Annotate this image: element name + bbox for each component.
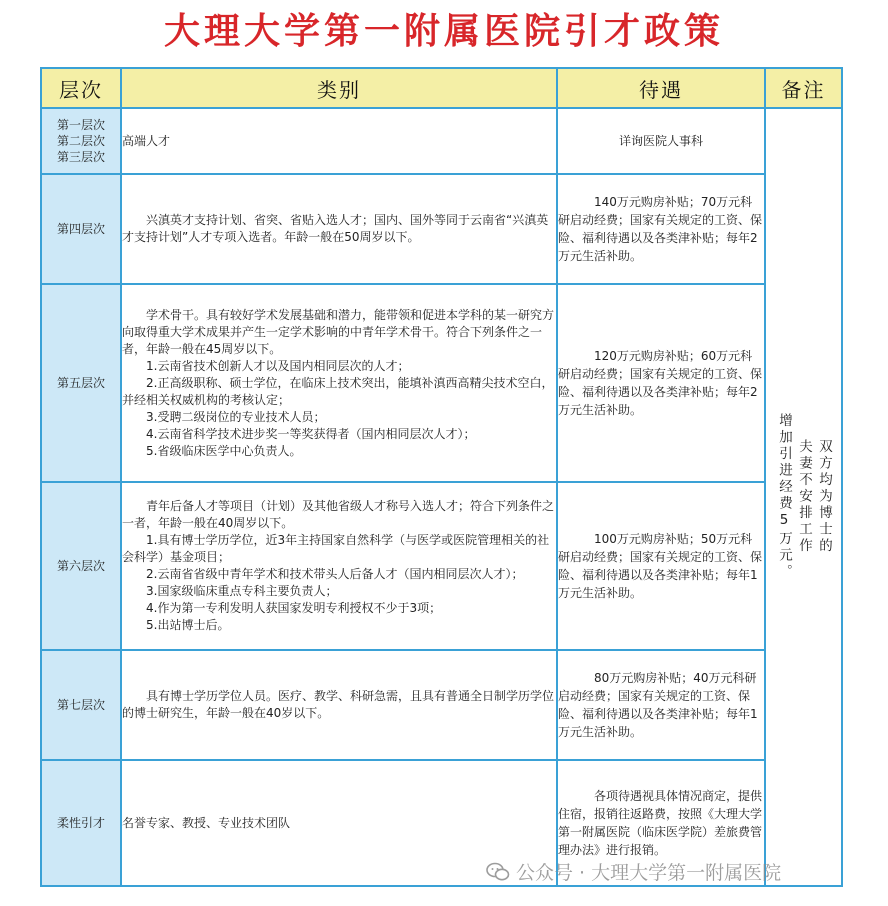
benefit-text: 140万元购房补贴；70万元科研启动经费；国家有关规定的工资、保险、福利待遇以及各类津补贴；每年2万元生活补助。 [558,195,763,263]
note-column: 双方均为博士的 [816,439,832,555]
benefit-text: 详询医院人事科 [618,134,703,148]
level-label: 第二层次 [56,134,105,148]
category-text: 青年后备人才等项目（计划）及其他省级人才称号入选人才；符合下列条件之一者，年龄一般在40周岁以下。 [122,499,555,530]
category-text: 名誉专家、教授、专业技术团队 [122,815,291,830]
category-text: 具有博士学历学位人员。医疗、教学、科研急需，且具有普通全日制学历学位的博士研究生，年龄一般在40岁以下。 [122,689,555,720]
level-cell [41,108,121,174]
benefit-cell [557,650,765,760]
category-cell [121,108,557,174]
level-cell: 第五层次 [41,284,121,482]
level-cell: 第四层次 [41,174,121,284]
header-level: 层次 [41,68,121,108]
header-row [41,68,842,108]
table-row [41,284,842,482]
category-item: 4.云南省科学技术进步奖一等奖获得者（国内相同层次人才）； [146,426,476,441]
level-cell: 第六层次 [41,482,121,650]
category-item: 3.国家级临床重点专科主要负责人； [146,584,338,598]
benefit-cell [557,482,765,650]
category-item: 1.云南省技术创新人才以及国内相同层次的人才； [146,358,410,373]
category-item: 5.出站博士后。 [146,618,230,632]
watermark-text: 公众号 · 大理大学第一附属医院 [516,862,782,884]
benefit-cell [557,108,765,174]
category-item: 3.受聘二级岗位的专业技术人员； [146,409,326,424]
category-cell [121,284,557,482]
page-title: 大理大学第一附属医院引才政策 [163,11,724,52]
header-benefit: 待遇 [557,68,765,108]
category-text: 学术骨干。具有较好学术发展基础和潜力，能带领和促进本学科的某一研究方向取得重大学术成果并产生一定学术影响的中青年学术骨干。符合下列条件之一者，年龄一般在45周岁以下。 [122,307,555,356]
table-row [41,482,842,650]
level-label: 第三层次 [56,150,105,164]
level-cell: 第七层次 [41,650,121,760]
benefit-cell [557,174,765,284]
category-item: 1.具有博士学历学位，近3年主持国家自然科学（与医学或医院管理相关的社会科学）基金项目； [122,533,550,564]
wechat-icon [486,862,510,882]
category-cell [121,482,557,650]
category-text: 兴滇英才支持计划、省突、省贴入选人才；国内、国外等同于云南省“兴滇英才支持计划”人才专项入选者。年龄一般在50周岁以下。 [122,213,549,244]
note-column: 增加引进经费5万元。 [776,413,792,581]
category-item: 5.省级临床医学中心负责人。 [146,443,302,458]
note-cell [765,108,842,886]
category-cell [121,174,557,284]
benefit-text: 80万元购房补贴；40万元科研启动经费；国家有关规定的工资、保险、福利待遇以及各类津补贴；每年1万元生活补助。 [558,671,758,739]
policy-table [40,67,843,887]
category-item: 4.作为第一专利发明人获国家发明专利授权不少于3项； [146,601,442,615]
header-category: 类别 [121,68,557,108]
benefit-cell [557,284,765,482]
category-text: 高端人才 [122,133,171,148]
table-row [41,108,842,174]
level-cell: 柔性引才 [41,760,121,886]
table-row [41,650,842,760]
note-column: 夫妻不安排工作 [796,439,812,555]
level-label: 第一层次 [56,118,105,132]
header-note: 备注 [765,68,842,108]
benefit-text: 各项待遇视具体情况商定，提供住宿，报销往返路费，按照《大理大学第一附属医院（临床医学院）差旅费管理办法》进行报销。 [558,789,763,857]
benefit-text: 120万元购房补贴；60万元科研启动经费；国家有关规定的工资、保险、福利待遇以及各类津补贴；每年2万元生活补助。 [558,349,763,417]
note-text [766,413,841,581]
category-item: 2.正高级职称、硕士学位，在临床上技术突出，能填补滇西高精尖技术空白，并经相关权威机构的考核认定； [122,375,554,407]
category-item: 2.云南省省级中青年学术和技术带头人后备人才（国内相同层次人才）； [146,567,524,581]
category-cell [121,650,557,760]
benefit-text: 100万元购房补贴；50万元科研启动经费；国家有关规定的工资、保险、福利待遇以及各类津补贴；每年1万元生活补助。 [558,532,763,600]
table-row [41,174,842,284]
watermark [486,858,781,885]
